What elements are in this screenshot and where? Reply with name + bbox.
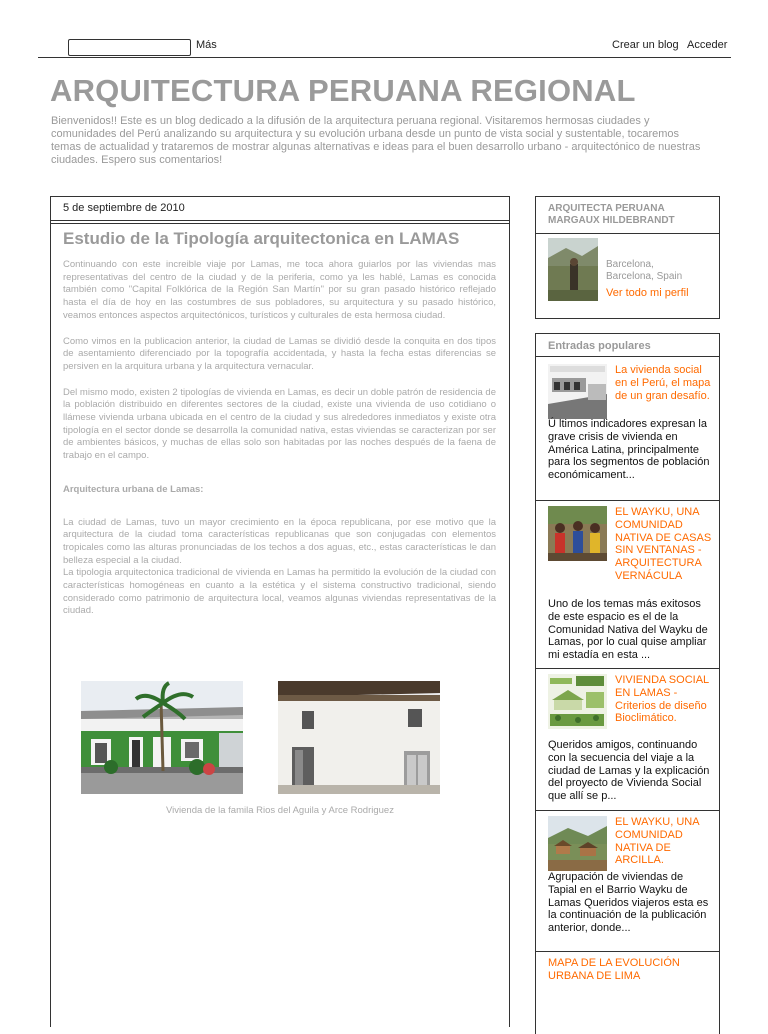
post-date-header	[51, 197, 509, 221]
popular-post-thumbnail[interactable]	[548, 364, 607, 419]
house-photo-green[interactable]	[81, 681, 243, 794]
navbar-divider	[38, 57, 731, 58]
post-paragraph: Continuando con este increible viaje por Lamas, me toca ahora guiarlos por las viviendas mas representativas del centro de la ciudad y de la periferia, como ya les hablé, Lamas es conocida también como "Capital Folklórica de la Región San Martín" por su gran pasado histórico reflejado hasta el día de hoy en las costumbres de sus pobladores, su arquitectura y su pasado histórico, veamos entonces aspectos arquitectónicos, turísticos y culturales de esta hermosa ciudad.	[63, 259, 496, 321]
post-paragraph: La ciudad de Lamas, tuvo un mayor crecimiento en la época republicana, por ese motivo que la arquitectura de la ciudad toma características republicanas que son conjugadas con elementos tropicales como las alturas pronunciadas de los techos a dos aguas, etc., estas características le dan belleza especial a la ciudad.	[63, 516, 496, 566]
login-link[interactable]: Acceder	[687, 39, 728, 51]
profile-heading: ARQUITECTA PERUANA MARGAUX HILDEBRANDT	[548, 203, 675, 226]
divider	[51, 223, 509, 224]
divider	[536, 668, 719, 669]
navbar-search-input[interactable]	[68, 39, 191, 56]
divider	[536, 951, 719, 952]
post-paragraph: Del mismo modo, existen 2 tipologías de vivienda en Lamas, es decir un doble patrón de residencia de la población distribuido en diferentes sectores de la ciudad, existe una vivienda de uso cotidiano o llámese vivienda urbana ubicada en el centro de la ciudad y sus alrededores inmediatos y existe otra tipología en el sector donde se desarrolla la comunidad nativa, estas viviendas se caracterizan por ser de ambientes básicos, y muchas de ellas solo son habitadas por las noches después de la faena de trabajo en el campo.	[63, 386, 496, 462]
create-blog-link[interactable]: Crear un blog	[612, 39, 679, 51]
popular-post-title-part1[interactable]	[615, 506, 715, 583]
post-body	[63, 259, 496, 631]
profile-widget	[535, 196, 720, 319]
post-subheading: Arquitectura urbana de Lamas:	[63, 483, 204, 495]
navbar-more-link[interactable]: Más	[196, 39, 217, 51]
profile-location-text: Barcelona, Barcelona, Spain	[606, 259, 683, 282]
popular-post-thumbnail[interactable]	[548, 674, 607, 729]
popular-post-snippet: Ú ltimos indicadores expresan la grave crisis de vivienda en América Latina, principalmente para los segmentos de población económicament...	[548, 418, 710, 482]
post-paragraph: Como vimos en la publicacion anterior, la ciudad de Lamas se dividió desde la conquita en dos tipos de asentamiento diferenciado por la topografía accidentada, y hasta la fecha estas diferencias se persiven en la arquitura urbana y la arquitectura vernacular.	[63, 335, 496, 372]
view-full-profile-link[interactable]: Ver todo mi perfil	[606, 287, 689, 299]
popular-post-title[interactable]: EL WAYKU, UNA COMUNIDAD NATIVA DE CASAS SIN VENTANAS - ARQUITECTURA VERNÁCULA	[615, 506, 712, 582]
divider	[536, 356, 719, 357]
post-paragraph: La tipologia arquitectonica tradicional de vivienda en Lamas ha permitido la evolución de la ciudad con características homogéneas en cuanto a la estética y el sistema constructivo tradicional, siendo considerado como patrimonio de arquitectura local, veamos algunas viviendas representativas de la ciudad.	[63, 567, 496, 617]
profile-location	[606, 259, 702, 283]
popular-post-title[interactable]: VIVIENDA SOCIAL EN LAMAS - Criterios de diseño Bioclimático.	[615, 674, 709, 725]
popular-post-thumbnail[interactable]	[548, 816, 607, 871]
popular-posts-heading: Entradas populares	[548, 340, 651, 352]
popular-post-snippet: Queridos amigos, continuando con la secuencia del viaje a la ciudad de Lamas y la explicación del proyecto de Vivienda Social que allí se p...	[548, 739, 710, 803]
divider	[536, 233, 719, 234]
house-photo-white[interactable]	[278, 681, 440, 794]
popular-post-thumbnail[interactable]	[548, 506, 607, 561]
post-date: 5 de septiembre de 2010	[63, 202, 185, 214]
popular-post-snippet: Agrupación de viviendas de Tapial en el Barrio Wayku de Lamas Queridos viajeros esta es la continuación de la publicación anterior, donde...	[548, 871, 709, 935]
blog-title[interactable]: ARQUITECTURA PERUANA REGIONAL	[50, 73, 636, 108]
profile-avatar[interactable]	[548, 238, 598, 301]
blog-description: Bienvenidos!! Este es un blog dedicado a la difusión de la arquitectura peruana regional. Visitaremos hermosas ciudades y comunidades del Perú analizando su arquitectura y su evolución urbana desde un punto de vista social y sustentable, tocaremos temas de actualidad y trataremos de mostrar algunas alternativas e ideas para el buen desarrollo urbano - arquitectónico de nuestras ciudades. Espero sus comentarios!	[51, 115, 701, 166]
popular-post-snippet: Uno de los temas más exitosos de este espacio es el de la Comunidad Nativa del Wayku de Lamas, por lo cual quise ampliar mi estadía en esta ...	[548, 598, 708, 662]
popular-posts-widget	[535, 333, 720, 1034]
popular-post-title[interactable]: MAPA DE LA EVOLUCIÓN URBANA DE LIMA	[548, 957, 680, 982]
popular-post-title[interactable]: EL WAYKU, UNA COMUNIDAD NATIVA DE ARCILLA.	[615, 816, 699, 867]
photo-caption: Vivienda de la famila Rios del Aguila y Arce Rodriguez	[166, 805, 394, 816]
divider	[536, 500, 719, 501]
popular-post-title[interactable]: La vivienda social en el Perú, el mapa de un gran desafío.	[615, 364, 711, 402]
divider	[536, 810, 719, 811]
post-title[interactable]: Estudio de la Tipología arquitectonica en LAMAS	[63, 229, 460, 248]
post-container	[50, 196, 510, 1027]
blogger-navbar	[0, 0, 768, 58]
